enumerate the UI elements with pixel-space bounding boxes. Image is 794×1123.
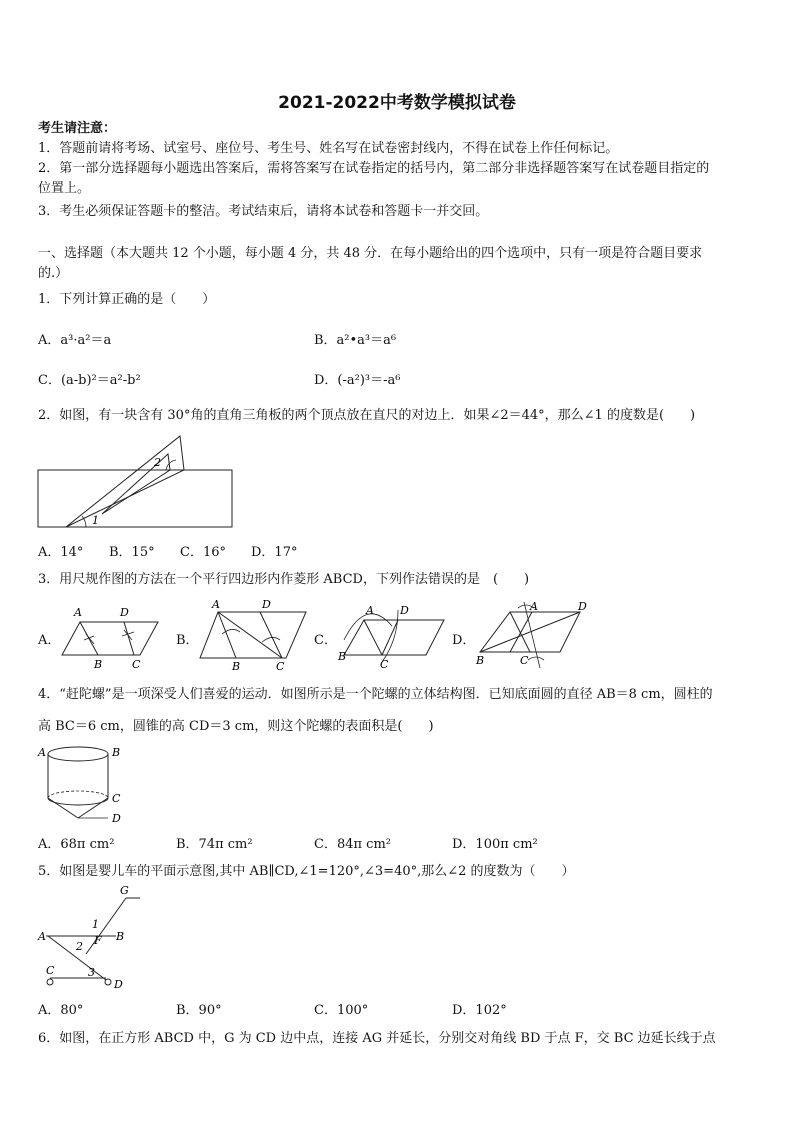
svg-text:D: D bbox=[262, 598, 271, 611]
q4-stem-line-1: 4．“赶陀螺”是一项深受人们喜爱的运动．如图所示是一个陀螺的立体结构图．已知底面圆的直径 AB＝8 cm，圆柱的 bbox=[38, 687, 713, 702]
svg-text:C: C bbox=[132, 658, 141, 670]
q1-option-d: D．(-a²)³＝-a⁶ bbox=[314, 373, 401, 388]
svg-text:C: C bbox=[520, 654, 529, 667]
svg-text:A: A bbox=[38, 746, 46, 759]
svg-text:A: A bbox=[74, 606, 82, 619]
q2-option-c: C．16° bbox=[180, 545, 226, 560]
q1-option-c: C．(a-b)²＝a²-b² bbox=[38, 373, 141, 388]
notice-item-2: 2．第一部分选择题每小题选出答案后，需将答案写在试卷指定的括号内，第二部分非选择题答案写在试卷题目指定的 bbox=[38, 161, 710, 176]
svg-text:B: B bbox=[476, 654, 485, 667]
q2-angle-1-label: 1 bbox=[92, 514, 99, 527]
svg-text:2: 2 bbox=[76, 940, 83, 953]
q2-ruler-triangle-figure bbox=[36, 428, 236, 532]
notice-heading: 考生请注意： bbox=[38, 121, 117, 136]
q5-option-a: A．80° bbox=[38, 1003, 84, 1018]
svg-text:C: C bbox=[112, 792, 121, 805]
svg-text:C: C bbox=[380, 658, 389, 670]
q3-figure-c bbox=[336, 600, 448, 670]
svg-text:D: D bbox=[112, 812, 121, 825]
q4-option-a: A．68π cm² bbox=[38, 837, 115, 852]
svg-text:C: C bbox=[276, 660, 285, 672]
q2-option-d: D．17° bbox=[251, 545, 298, 560]
q4-option-b: B．74π cm² bbox=[176, 837, 253, 852]
ruler-shape bbox=[38, 470, 232, 527]
svg-text:D: D bbox=[400, 604, 409, 617]
q2-option-a: A．14° bbox=[38, 545, 84, 560]
q5-option-d: D．102° bbox=[452, 1003, 507, 1018]
q2-stem: 2．如图，有一块含有 30°角的直角三角板的两个顶点放在直尺的对边上．如果∠2＝44°，那么∠1 的度数是( ) bbox=[38, 408, 696, 423]
q6-stem: 6．如图，在正方形 ABCD 中，G 为 CD 边中点，连接 AG 并延长，分别交对角线 BD 于点 F，交 BC 边延长线于点 bbox=[38, 1031, 716, 1046]
svg-text:3: 3 bbox=[88, 966, 95, 979]
q5-stem: 5．如图是婴儿车的平面示意图,其中 AB∥CD,∠1=120°,∠3=40°,那么∠2 的度数为（ ） bbox=[38, 864, 575, 879]
q4-option-c: C．84π cm² bbox=[314, 837, 391, 852]
q3-option-b: B． bbox=[176, 633, 199, 648]
svg-text:B: B bbox=[116, 930, 125, 943]
q3-option-d: D． bbox=[452, 633, 476, 648]
q1-stem: 1．下列计算正确的是（ ） bbox=[38, 292, 216, 307]
notice-item-2-cont: 位置上。 bbox=[38, 181, 91, 196]
q3-option-a: A． bbox=[38, 633, 61, 648]
svg-text:G: G bbox=[120, 884, 129, 897]
q5-stroller-figure bbox=[36, 884, 146, 992]
q1-option-a: A．a³·a²＝a bbox=[38, 333, 112, 348]
q3-figure-a bbox=[60, 600, 170, 670]
svg-text:D: D bbox=[114, 978, 123, 991]
q2-option-b: B．15° bbox=[109, 545, 155, 560]
q4-spinning-top-figure bbox=[36, 742, 132, 828]
svg-text:B: B bbox=[112, 746, 121, 759]
section-heading: 一、选择题（本大题共 12 个小题，每小题 4 分，共 48 分．在每小题给出的四个选项中，只有一项是符合题目要求 bbox=[38, 246, 703, 261]
svg-text:B: B bbox=[94, 658, 103, 670]
q3-figure-b bbox=[198, 598, 310, 672]
svg-text:F: F bbox=[94, 934, 102, 947]
svg-text:D: D bbox=[120, 606, 129, 619]
svg-text:1: 1 bbox=[92, 918, 99, 931]
q5-option-b: B．90° bbox=[176, 1003, 222, 1018]
q5-option-c: C．100° bbox=[314, 1003, 369, 1018]
q4-option-d: D．100π cm² bbox=[452, 837, 538, 852]
svg-text:A: A bbox=[366, 604, 374, 617]
svg-text:A: A bbox=[212, 598, 220, 611]
page-title: 2021-2022中考数学模拟试卷 bbox=[278, 93, 516, 113]
q3-figure-d bbox=[474, 598, 594, 674]
svg-text:B: B bbox=[338, 650, 347, 663]
svg-text:C: C bbox=[46, 964, 55, 977]
q1-option-b: B．a²•a³＝a⁶ bbox=[314, 333, 397, 348]
svg-text:B: B bbox=[232, 660, 241, 672]
q2-angle-2-label: 2 bbox=[154, 456, 161, 469]
notice-item-1: 1．答题前请将考场、试室号、座位号、考生号、姓名写在试卷密封线内，不得在试卷上作任何标记。 bbox=[38, 141, 619, 156]
q3-stem: 3．用尺规作图的方法在一个平行四边形内作菱形 ABCD，下列作法错误的是 ( ) bbox=[38, 572, 530, 587]
svg-text:A: A bbox=[38, 930, 46, 943]
svg-text:D: D bbox=[578, 600, 587, 613]
q3-option-c: C． bbox=[314, 633, 337, 648]
section-heading-cont: 的.） bbox=[38, 266, 69, 281]
notice-item-3: 3．考生必须保证答题卡的整洁。考试结束后，请将本试卷和答题卡一并交回。 bbox=[38, 204, 489, 219]
q4-stem-line-2: 高 BC＝6 cm，圆锥的高 CD＝3 cm，则这个陀螺的表面积是( ) bbox=[38, 719, 434, 734]
svg-text:A: A bbox=[530, 600, 538, 613]
triangle-outer bbox=[66, 436, 184, 527]
